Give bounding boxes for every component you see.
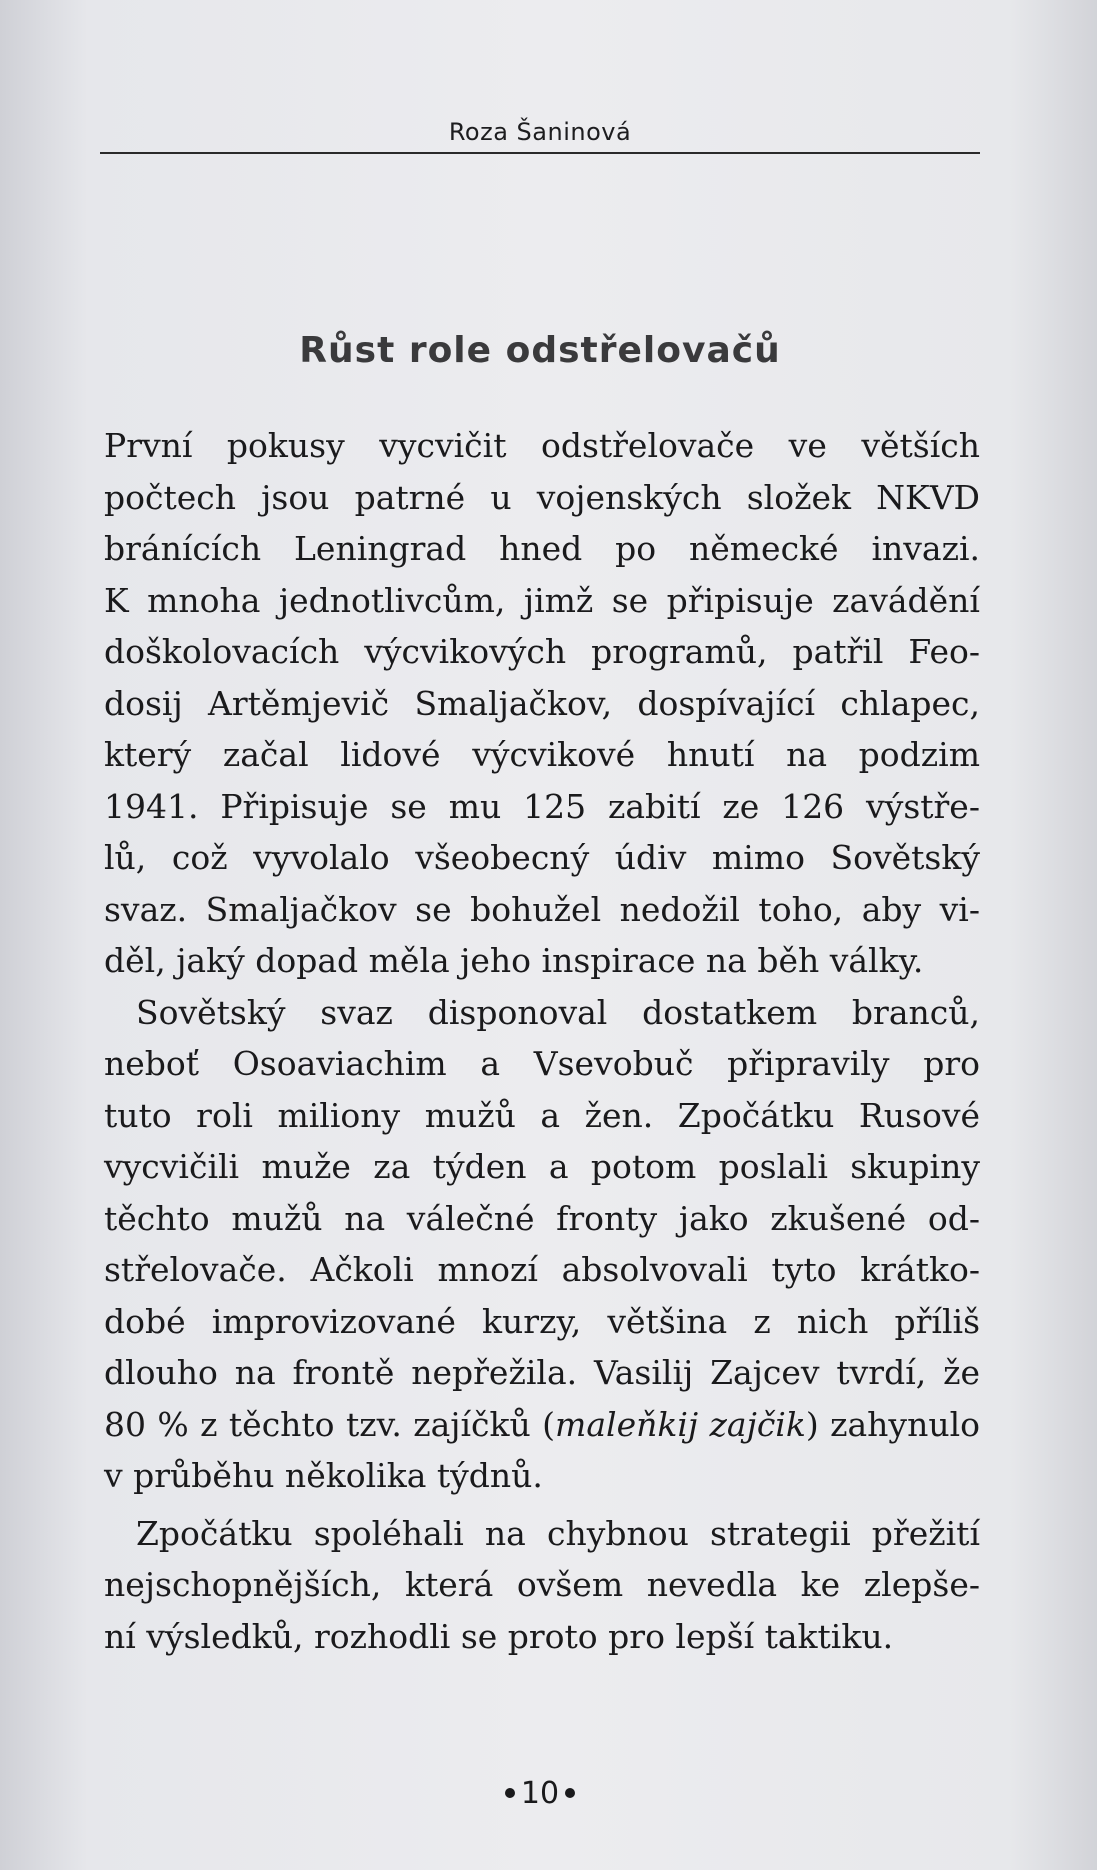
text-line: děl, jaký dopad měla jeho inspirace na běh války. [104,941,924,980]
text-fragment: 80 % z těchto tzv. zajíčků ( [104,1404,556,1444]
page-number: 10 [520,1776,560,1811]
text-line: vycvičili muže za týden a potom poslali skupiny [104,1147,980,1186]
running-head: Roza Šaninová [448,118,632,146]
text-line: První pokusy vycvičit odstřelovače ve větších [104,426,980,465]
text-line: střelovače. Ačkoli mnozí absolvovali tyto krátko- [104,1250,980,1289]
text-line: ní výsledků, rozhodli se proto pro lepší taktiku. [104,1616,894,1656]
bullet-icon [505,1788,515,1798]
text-line: 1941. Připisuje se mu 125 zabití ze 126 výstře- [104,786,980,826]
text-line: Zpočátku spoléhali na chybnou strategii přežití [136,1513,980,1553]
text-line-with-italic [104,1399,980,1451]
chapter-title: Růst role odstřelovačů [299,330,781,371]
text-line: dlouho na frontě nepřežila. Vasilij Zajcev tvrdí, že [104,1353,980,1392]
text-line: lů, což vyvolalo všeobecný údiv mimo Sovětský [104,838,980,877]
text-line: dosij Artěmjevič Smaljačkov, dospívající chlapec, [104,683,980,723]
text-line: Sovětský svaz disponoval dostatkem branců, [136,992,980,1032]
text-line: K mnoha jednotlivcům, jimž se připisuje zavádění [104,580,980,620]
text-line: neboť Osoaviachim a Vsevobuč připravily pro [104,1044,980,1083]
text-fragment: ) zahynulo [805,1404,981,1444]
text-line: v průběhu několika týdnů. [104,1456,543,1495]
text-line: bránících Leningrad hned po německé invazi. [104,529,980,568]
text-line: který začal lidové výcvikové hnutí na podzim [104,735,980,774]
page-number-footer [100,1776,980,1811]
italic-term: maleňkij zajčik [555,1404,806,1444]
text-line: těchto mužů na válečné fronty jako zkušené od- [104,1198,980,1238]
text-line: dobé improvizované kurzy, většina z nich příliš [104,1301,980,1341]
text-line: doškolovacích výcvikových programů, patřil Feo- [104,632,980,671]
bullet-icon [565,1788,575,1798]
text-line: svaz. Smaljačkov se bohužel nedožil toho, aby vi- [104,889,980,929]
body-text [104,420,980,1662]
text-line: počtech jsou patrné u vojenských složek NKVD [104,477,980,517]
text-line: tuto roli miliony mužů a žen. Zpočátku Rusové [104,1095,980,1135]
header-rule [100,152,980,154]
text-line: nejschopnějších, která ovšem nevedla ke zlepše- [104,1565,980,1604]
